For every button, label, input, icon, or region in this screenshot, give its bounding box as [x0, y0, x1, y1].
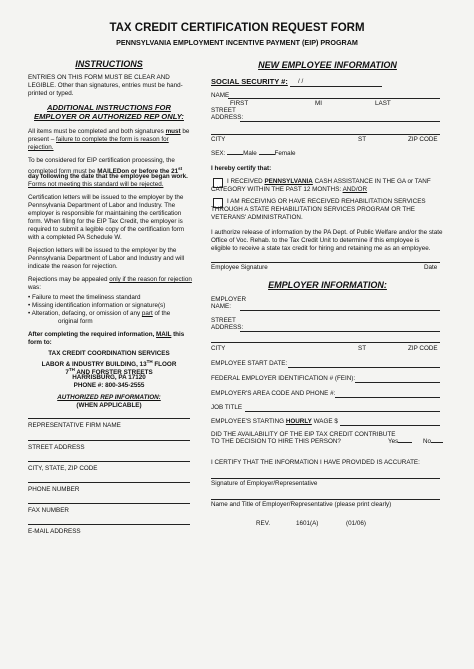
- state-caption: ST: [358, 136, 367, 143]
- para-3-line-1: Certification letters will be issued to the employer by the: [28, 194, 184, 201]
- employer-name-title-field[interactable]: [211, 499, 440, 500]
- intro-line-1: ENTRIES ON THIS FORM MUST BE CLEAR AND: [28, 74, 170, 81]
- after-line-1: After completing the required information, MAIL this: [28, 331, 185, 338]
- bullet-2: • Missing identification information or signature(s): [28, 302, 166, 309]
- ssn-field[interactable]: [290, 86, 382, 87]
- para-5-line-2: was:: [28, 284, 41, 291]
- additional-heading-1: ADDITIONAL INSTRUCTIONS FOR: [47, 103, 171, 112]
- employer-street-label-2: ADDRESS:: [211, 324, 244, 331]
- ssn-separators: / /: [298, 78, 304, 85]
- rep-fax-field[interactable]: FAX NUMBER: [28, 507, 69, 514]
- fein-label: FEDERAL EMPLOYER IDENTIFICATION # (FEIN):: [211, 375, 356, 382]
- employer-zip-caption: ZIP CODE: [408, 345, 438, 352]
- name-first-caption: FIRST: [230, 100, 249, 107]
- employer-label-2: NAME:: [211, 303, 231, 310]
- fein-field[interactable]: [355, 382, 440, 383]
- rep-street-field[interactable]: STREET ADDRESS: [28, 444, 85, 451]
- para-2-line-3: day following the date that the employee began work.: [28, 173, 188, 180]
- para-5-line-1: Rejections may be appealed only if the reason for rejection: [28, 276, 192, 283]
- bullet-1: • Failure to meet the timeliness standard: [28, 294, 141, 301]
- employee-city-field[interactable]: [211, 134, 440, 135]
- employer-signature-field[interactable]: [211, 478, 440, 479]
- para-2-line-2: completed form must be MAILEDon or before the 21st: [28, 166, 183, 176]
- rehab-line-1: I AM RECEIVING OR HAVE RECEIVED REHABILITATION SERVICES: [227, 198, 426, 205]
- employee-signature-field[interactable]: [211, 262, 440, 263]
- employer-name-field[interactable]: [240, 310, 440, 311]
- intro-line-2: LEGIBLE. Other than signatures, entries must be hand-: [28, 82, 183, 89]
- authorization-line-2: Office of Voc. Rehab. to the Tax Credit Unit to determine if this employee is: [211, 237, 420, 244]
- para-1-line-1: All items must be completed and both signatures must be: [28, 128, 190, 135]
- street-label-2: ADDRESS:: [211, 114, 244, 121]
- bullet-3-cont: original form: [58, 318, 93, 325]
- rep-phone-field[interactable]: PHONE NUMBER: [28, 486, 80, 493]
- para-1-line-2: present – failure to complete the form is reason for: [28, 136, 169, 143]
- employer-street-field[interactable]: [240, 331, 440, 332]
- address-line-1: TAX CREDIT COORDINATION SERVICES: [48, 350, 170, 357]
- rep-heading: AUTHORIZED REP INFORMATION:: [57, 394, 161, 401]
- instructions-heading: INSTRUCTIONS: [75, 59, 143, 69]
- no-option[interactable]: No: [423, 438, 443, 445]
- name-label: NAME: [211, 92, 230, 99]
- authorization-line-3: eligible to receive a state tax credit for hiring and retaining me as an employee.: [211, 245, 431, 252]
- intro-line-3: printed or typed.: [28, 90, 74, 97]
- rep-subheading: (WHEN APPLICABLE): [76, 402, 142, 409]
- area-code-label: EMPLOYER'S AREA CODE AND PHONE #:: [211, 390, 336, 397]
- hourly-wage-field[interactable]: [340, 425, 440, 426]
- after-line-2: form to:: [28, 339, 52, 346]
- employer-name-title-caption: Name and Title of Employer/Representative (please print clearly): [211, 501, 392, 508]
- yes-option[interactable]: Yes: [388, 438, 412, 445]
- para-1-line-3: rejection.: [28, 144, 54, 151]
- employer-city-field[interactable]: [211, 342, 440, 343]
- new-employee-heading: NEW EMPLOYEE INFORMATION: [258, 60, 397, 70]
- address-line-4: HARRISBURG, PA 17120: [72, 374, 146, 381]
- employer-street-label-1: STREET: [211, 317, 236, 324]
- employee-name-field[interactable]: [228, 98, 440, 99]
- employee-street-field[interactable]: [240, 121, 440, 122]
- employee-date-caption: Date: [424, 264, 438, 271]
- employer-state-caption: ST: [358, 345, 367, 352]
- employer-signature-caption: Signature of Employer/Representative: [211, 480, 318, 487]
- area-code-field[interactable]: [335, 397, 440, 398]
- additional-heading-2: EMPLOYER OR AUTHORIZED REP ONLY:: [34, 112, 184, 121]
- ssn-label: SOCIAL SECURITY #:: [211, 77, 288, 86]
- sex-field[interactable]: SEX: Male Female: [211, 150, 296, 157]
- rev-label: REV.: [256, 520, 271, 527]
- certify-label: I hereby certify that:: [211, 165, 272, 172]
- start-date-label: EMPLOYEE START DATE:: [211, 360, 288, 367]
- para-4-line-1: Rejection letters will be issued to the employer by the: [28, 247, 177, 254]
- employee-signature-caption: Employee Signature: [211, 264, 268, 271]
- para-4-line-3: indicate the reason for rejection.: [28, 263, 118, 270]
- availability-line-1: DID THE AVAILABILITY OF THE EIP TAX CREDIT CONTRIBUTE: [211, 431, 396, 438]
- bullet-3: • Alteration, defacing, or omission of any part of the: [28, 310, 171, 317]
- job-title-label: JOB TITLE: [211, 404, 243, 411]
- job-title-field[interactable]: [245, 411, 440, 412]
- zip-caption: ZIP CODE: [408, 136, 438, 143]
- availability-line-2: TO THE DECISION TO HIRE THIS PERSON?: [211, 438, 341, 445]
- para-3-line-6: with a completed PA Schedule W.: [28, 234, 122, 241]
- certify-info-label: I CERTIFY THAT THE INFORMATION I HAVE PROVIDED IS ACCURATE:: [211, 459, 420, 466]
- employer-city-caption: CITY: [211, 345, 226, 352]
- form-subtitle: PENNSYLVANIA EMPLOYMENT INCENTIVE PAYMENT (EIP) PROGRAM: [116, 38, 358, 47]
- address-line-5: PHONE #: 800-345-2555: [73, 382, 145, 389]
- cash-assistance-line-2: CATEGORY WITHIN THE PAST 12 MONTHS: AND/OR: [211, 186, 368, 193]
- address-line-2: LABOR & INDUSTRY BUILDING, 13TH FLOOR: [41, 359, 177, 369]
- rep-firm-name-field[interactable]: REPRESENTATIVE FIRM NAME: [28, 422, 121, 429]
- authorization-line-1: I authorize release of information by the PA Dept. of Public Welfare and/or the state: [211, 229, 443, 236]
- employer-label-1: EMPLOYER: [211, 296, 246, 303]
- rep-city-field[interactable]: CITY, STATE, ZIP CODE: [28, 465, 98, 472]
- para-2-line-1: To be considered for EIP certification processing, the: [28, 157, 175, 164]
- rehab-line-2: THROUGH A STATE REHABILITATION SERVICES PROGRAM OR THE: [211, 206, 415, 213]
- para-4-line-2: Pennsylvania Department of Labor and Industry and will: [28, 255, 185, 262]
- form-title: TAX CREDIT CERTIFICATION REQUEST FORM: [109, 22, 365, 34]
- hourly-wage-label: EMPLOYEE'S STARTING HOURLY WAGE $: [211, 418, 338, 425]
- para-3-line-2: Pennsylvania Department of Labor and Industry. The: [28, 202, 176, 209]
- employer-heading: EMPLOYER INFORMATION:: [268, 280, 387, 290]
- para-2-line-4: Forms not meeting this standard will be rejected.: [28, 181, 164, 188]
- city-caption: CITY: [211, 136, 226, 143]
- para-3-line-3: employer is responsible for maintaining the certification: [28, 210, 182, 217]
- rehab-line-3: VETERANS' ADMINISTRATION.: [211, 214, 303, 221]
- street-label-1: STREET: [211, 107, 236, 114]
- para-3-line-5: required to submit a legible copy of the certification form: [28, 226, 185, 233]
- name-last-caption: LAST: [375, 100, 391, 107]
- revision-date: (01/06): [346, 520, 366, 527]
- start-date-field[interactable]: [288, 367, 440, 368]
- para-3-line-4: form. When filing for the EIP Tax Credit, the employer is: [28, 218, 183, 225]
- form-number: 1601(A): [296, 520, 319, 527]
- cash-assistance-line-1: I RECEIVED PENNSYLVANIA CASH ASSISTANCE IN THE GA or TANF: [227, 178, 431, 185]
- address-line-3: 7TH AND FORSTER STREETS: [65, 367, 153, 377]
- name-mi-caption: MI: [315, 100, 322, 107]
- rep-email-field[interactable]: E-MAIL ADDRESS: [28, 528, 81, 535]
